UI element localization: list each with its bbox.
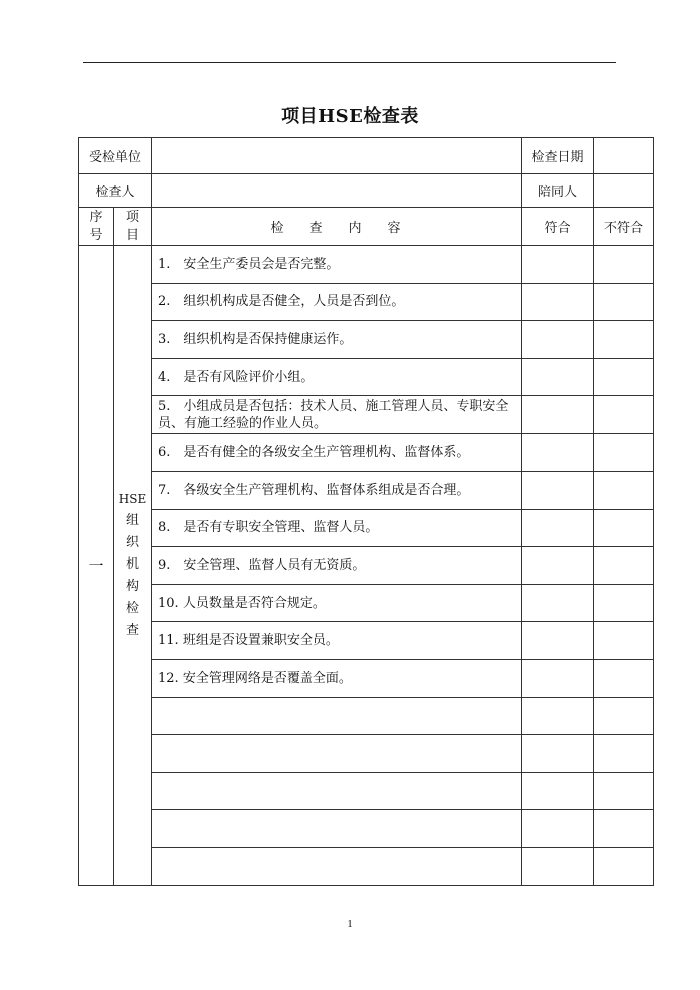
inspector-label: 检查人 <box>79 174 152 208</box>
conform-checkbox-cell[interactable] <box>522 810 594 848</box>
checklist-item-text: 3. 组织机构是否保持健康运作。 <box>152 321 522 359</box>
nonconform-checkbox-cell[interactable] <box>594 509 654 547</box>
item-header-bottom: 目 <box>126 227 140 243</box>
row-column-headers <box>79 208 654 246</box>
nonconform-checkbox-cell[interactable] <box>594 659 654 697</box>
checklist-row <box>79 547 654 585</box>
conform-checkbox-cell[interactable] <box>522 246 594 284</box>
checklist-item-text: 12. 安全管理网络是否覆盖全面。 <box>152 659 522 697</box>
conform-checkbox-cell[interactable] <box>522 434 594 472</box>
accompany-field[interactable] <box>594 174 654 208</box>
checklist-item-text: 2. 组织机构成是否健全，人员是否到位。 <box>152 283 522 321</box>
nonconform-checkbox-cell[interactable] <box>594 396 654 434</box>
nonconform-checkbox-cell[interactable] <box>594 735 654 773</box>
conform-checkbox-cell[interactable] <box>522 697 594 735</box>
seq-header-top: 序 <box>89 209 103 225</box>
checklist-item-text <box>152 735 522 773</box>
accompany-label: 陪同人 <box>522 174 594 208</box>
category-line: 构 <box>126 579 140 595</box>
checklist-item-text <box>152 772 522 810</box>
column-header-seq <box>79 208 114 246</box>
checklist-row <box>79 810 654 848</box>
checklist-item-text: 7. 各级安全生产管理机构、监督体系组成是否合理。 <box>152 471 522 509</box>
column-header-nonconform: 不符合 <box>594 208 654 246</box>
checklist-row <box>79 396 654 434</box>
checklist-item-text: 5. 小组成员是否包括：技术人员、施工管理人员、专职安全员、有施工经验的作业人员。 <box>152 396 522 434</box>
conform-checkbox-cell[interactable] <box>522 321 594 359</box>
conform-checkbox-cell[interactable] <box>522 358 594 396</box>
checklist-row <box>79 434 654 472</box>
nonconform-checkbox-cell[interactable] <box>594 434 654 472</box>
row-inspector <box>79 174 654 208</box>
column-header-conform: 符合 <box>522 208 594 246</box>
nonconform-checkbox-cell[interactable] <box>594 321 654 359</box>
checklist-row <box>79 509 654 547</box>
nonconform-checkbox-cell[interactable] <box>594 772 654 810</box>
checklist-row <box>79 283 654 321</box>
checklist-row <box>79 358 654 396</box>
category-line: 查 <box>126 623 140 639</box>
checklist-item-text: 10. 人员数量是否符合规定。 <box>152 584 522 622</box>
checklist-row <box>79 584 654 622</box>
seq-header-bottom: 号 <box>89 227 103 243</box>
checklist-row <box>79 847 654 885</box>
inspector-field[interactable] <box>152 174 522 208</box>
inspection-date-field[interactable] <box>594 138 654 174</box>
conform-checkbox-cell[interactable] <box>522 509 594 547</box>
checklist-item-text <box>152 810 522 848</box>
document-title: 项目HSE检查表 <box>281 106 419 127</box>
conform-checkbox-cell[interactable] <box>522 659 594 697</box>
hse-checklist-table <box>78 137 654 886</box>
category-line: 检 <box>126 601 140 617</box>
inspection-date-label: 检查日期 <box>522 138 594 174</box>
category-line: 组 <box>126 513 140 529</box>
category-line: HSE <box>118 492 147 507</box>
checklist-item-text: 1. 安全生产委员会是否完整。 <box>152 246 522 284</box>
section-seq: 一 <box>79 246 114 886</box>
item-header-top: 项 <box>126 209 140 225</box>
section-category <box>114 246 152 886</box>
checklist-item-text: 8. 是否有专职安全管理、监督人员。 <box>152 509 522 547</box>
checklist-row <box>79 735 654 773</box>
nonconform-checkbox-cell[interactable] <box>594 697 654 735</box>
conform-checkbox-cell[interactable] <box>522 735 594 773</box>
nonconform-checkbox-cell[interactable] <box>594 622 654 660</box>
conform-checkbox-cell[interactable] <box>522 396 594 434</box>
nonconform-checkbox-cell[interactable] <box>594 810 654 848</box>
page-number: 1 <box>347 918 353 930</box>
inspected-unit-label: 受检单位 <box>79 138 152 174</box>
checklist-item-text: 9. 安全管理、监督人员有无资质。 <box>152 547 522 585</box>
checklist-row <box>79 471 654 509</box>
header-rule <box>83 62 616 63</box>
nonconform-checkbox-cell[interactable] <box>594 584 654 622</box>
conform-checkbox-cell[interactable] <box>522 622 594 660</box>
category-line: 机 <box>126 557 140 573</box>
checklist-row <box>79 622 654 660</box>
conform-checkbox-cell[interactable] <box>522 471 594 509</box>
column-header-content: 检查内容 <box>152 208 522 246</box>
checklist-item-text: 11. 班组是否设置兼职安全员。 <box>152 622 522 660</box>
row-inspected-unit <box>79 138 654 174</box>
checklist-row <box>79 772 654 810</box>
conform-checkbox-cell[interactable] <box>522 772 594 810</box>
checklist-row <box>79 697 654 735</box>
checklist-item-text: 4. 是否有风险评价小组。 <box>152 358 522 396</box>
conform-checkbox-cell[interactable] <box>522 584 594 622</box>
checklist-item-text <box>152 847 522 885</box>
checklist-row <box>79 659 654 697</box>
nonconform-checkbox-cell[interactable] <box>594 547 654 585</box>
nonconform-checkbox-cell[interactable] <box>594 358 654 396</box>
conform-checkbox-cell[interactable] <box>522 547 594 585</box>
nonconform-checkbox-cell[interactable] <box>594 847 654 885</box>
conform-checkbox-cell[interactable] <box>522 283 594 321</box>
category-line: 织 <box>126 535 140 551</box>
column-header-item <box>114 208 152 246</box>
checklist-item-text <box>152 697 522 735</box>
nonconform-checkbox-cell[interactable] <box>594 283 654 321</box>
nonconform-checkbox-cell[interactable] <box>594 246 654 284</box>
checklist-row <box>79 246 654 284</box>
inspected-unit-field[interactable] <box>152 138 522 174</box>
nonconform-checkbox-cell[interactable] <box>594 471 654 509</box>
checklist-item-text: 6. 是否有健全的各级安全生产管理机构、监督体系。 <box>152 434 522 472</box>
conform-checkbox-cell[interactable] <box>522 847 594 885</box>
checklist-row <box>79 321 654 359</box>
